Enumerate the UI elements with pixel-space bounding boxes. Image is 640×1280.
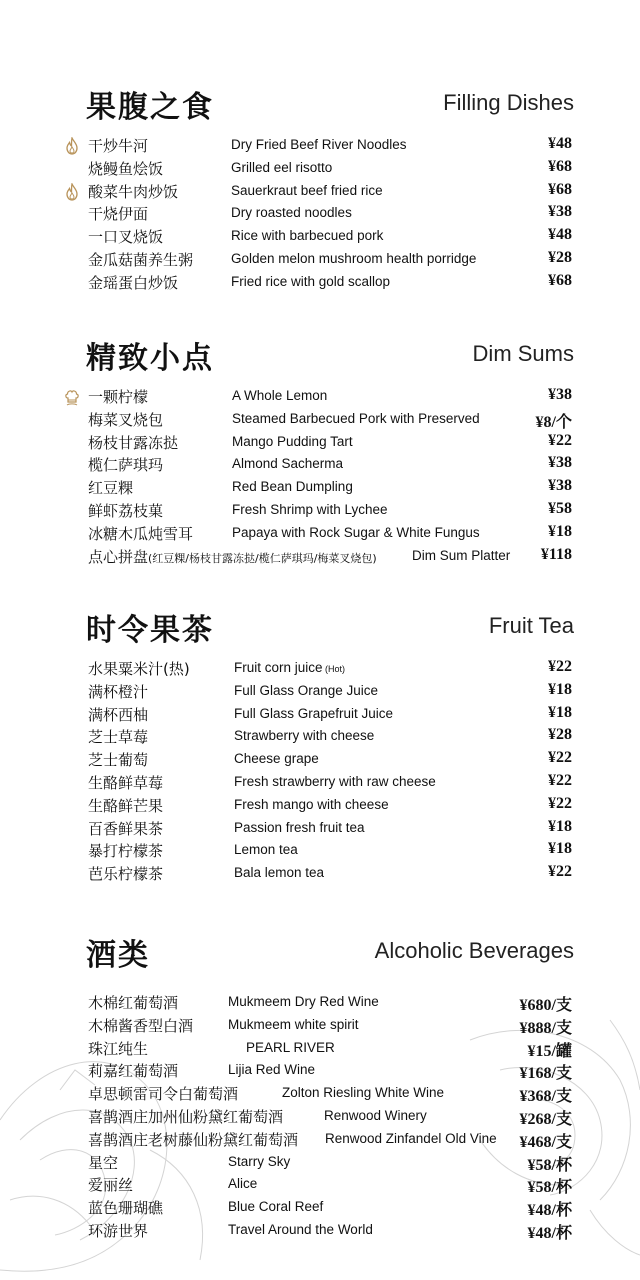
fire-icon: [64, 183, 80, 201]
item-name-en: Blue Coral Reef: [228, 1199, 324, 1215]
item-price: ¥58/杯: [527, 1156, 572, 1174]
item-name-en: Fried rice with gold scallop: [231, 273, 391, 289]
item-name-en: Fresh strawberry with raw cheese: [234, 774, 436, 789]
menu-item-row: [0, 1106, 640, 1128]
item-name-cn: 酸菜牛肉炒饭: [88, 182, 179, 201]
item-price: ¥58: [548, 500, 572, 517]
item-price: ¥48: [548, 135, 572, 152]
item-name-cn: 星空: [88, 1153, 119, 1172]
section-title-en: Alcoholic Beverages: [374, 938, 574, 963]
item-price: ¥28: [548, 249, 572, 266]
section-title-cn: 酒类: [86, 938, 150, 973]
item-name-en: Grilled eel risotto: [231, 159, 333, 175]
item-name-cn: 生酪鲜芒果: [88, 796, 164, 815]
item-name-cn: 莉嘉红葡萄酒: [88, 1062, 179, 1081]
item-name-cn: 梅菜叉烧包: [88, 410, 164, 429]
menu-item-row: [0, 546, 640, 568]
item-name-cn: 木棉酱香型白酒: [88, 1016, 194, 1035]
item-price: ¥68: [548, 180, 572, 198]
item-name-en: Fresh Shrimp with Lychee: [232, 502, 388, 517]
item-name-cn: 珠江纯生: [88, 1039, 149, 1058]
item-name-cn: 百香鲜果茶: [88, 819, 164, 838]
item-name-cn: 芝士草莓: [88, 728, 149, 747]
menu-item-row: [0, 863, 640, 885]
menu-item-row: [0, 1083, 640, 1105]
item-name-cn: 一颗柠檬: [88, 388, 149, 406]
menu-item-row: [0, 523, 640, 545]
item-name-cn: 鲜虾荔枝菓: [88, 502, 164, 520]
item-name-en: Bala lemon tea: [234, 865, 325, 881]
item-price: ¥22: [548, 431, 572, 449]
item-name-cn: 暴打柠檬茶: [88, 842, 164, 861]
item-price: ¥268/支: [519, 1111, 572, 1128]
item-name-cn: 蓝色珊瑚礁: [88, 1199, 164, 1218]
menu-item-row: [0, 1220, 640, 1242]
item-price: ¥118: [540, 545, 572, 563]
item-name-cn: 芭乐柠檬茶: [88, 865, 164, 884]
menu-item-row: [0, 795, 640, 817]
item-price: ¥58/杯: [527, 1179, 572, 1197]
item-name-en: Steamed Barbecued Pork with Preserved: [232, 410, 480, 426]
menu-item-row: [0, 1129, 640, 1151]
item-name-en: Passion fresh fruit tea: [234, 819, 365, 835]
menu-item-row: [0, 181, 640, 203]
item-name-cn: 满杯西柚: [88, 705, 149, 724]
menu-item-row: [0, 432, 640, 454]
item-name-cn: 一口叉烧饭: [88, 228, 164, 247]
menu-item-row: [0, 477, 640, 499]
menu-item-row: [0, 840, 640, 862]
item-price: ¥18: [548, 817, 572, 835]
menu-item-row: [0, 454, 640, 476]
item-name-en: Full Glass Orange Juice: [234, 682, 379, 698]
item-price: ¥22: [548, 772, 572, 789]
menu-item-row: [0, 203, 640, 225]
menu-item-row: [0, 772, 640, 794]
item-price: ¥18: [548, 840, 572, 858]
item-name-en: Starry Sky: [228, 1153, 291, 1169]
section-title-cn: 时令果茶: [86, 613, 214, 648]
menu-item-row: [0, 158, 640, 180]
section-title-en: Dim Sums: [472, 341, 574, 366]
item-name-en: Alice: [228, 1176, 258, 1192]
item-name-cn: 点心拼盘(红豆粿/杨枝甘露冻挞/榄仁萨琪玛/梅菜叉烧包): [88, 547, 377, 566]
item-price: ¥18: [548, 522, 572, 540]
item-name-en: Full Glass Grapefruit Juice: [234, 705, 394, 721]
item-price: ¥888/支: [519, 1019, 572, 1037]
item-price: ¥38: [548, 477, 572, 495]
menu-item-row: [0, 726, 640, 748]
menu-item-row: [0, 681, 640, 703]
item-price: ¥22: [548, 794, 572, 812]
item-price: ¥680/支: [519, 997, 572, 1014]
item-name-en: Almond Sacherma: [232, 456, 344, 472]
menu-item-row: [0, 500, 640, 522]
item-name-cn: 干烧伊面: [88, 205, 149, 224]
item-note-cn: (红豆粿/杨枝甘露冻挞/榄仁萨琪玛/梅菜叉烧包): [148, 551, 377, 565]
item-name-en: Sauerkraut beef fried rice: [231, 182, 383, 198]
section-title-en: Fruit Tea: [488, 613, 574, 638]
item-name-cn: 榄仁萨琪玛: [88, 456, 164, 475]
item-name-cn: 喜鹊酒庄加州仙粉黛红葡萄酒: [88, 1108, 284, 1126]
item-name-cn: 卓思顿雷司令白葡萄酒: [88, 1085, 239, 1104]
item-name-cn: 杨枝甘露冻挞: [88, 433, 179, 452]
item-price: ¥15/罐: [527, 1042, 572, 1060]
item-name-en: Renwood Winery: [324, 1108, 427, 1123]
item-name-en: Fresh mango with cheese: [234, 796, 389, 812]
menu-item-row: [0, 1038, 640, 1060]
item-name-en: Mukmeem white spirit: [228, 1016, 359, 1032]
section-header: [0, 930, 640, 973]
menu-item-row: [0, 135, 640, 157]
item-name-en: Red Bean Dumpling: [232, 479, 353, 495]
item-price: ¥22: [548, 749, 572, 767]
item-name-en: Mukmeem Dry Red Wine: [228, 994, 379, 1009]
item-name-cn: 烧鳗鱼烩饭: [88, 159, 164, 178]
menu-item-row: [0, 1015, 640, 1037]
item-note-en: (Hot): [322, 664, 346, 674]
menu-item-row: [0, 386, 640, 408]
item-price: ¥18: [548, 680, 572, 698]
item-price: ¥28: [548, 726, 572, 744]
item-price: ¥38: [548, 454, 572, 472]
menu-item-row: [0, 409, 640, 431]
menu-item-row: [0, 992, 640, 1014]
menu-item-row: [0, 1174, 640, 1196]
menu-item-row: [0, 272, 640, 294]
section-header: [0, 333, 640, 376]
item-name-cn: 满杯橙汁: [88, 682, 149, 701]
menu-item-row: [0, 1197, 640, 1219]
item-price: ¥38: [548, 386, 572, 403]
item-price: ¥68: [548, 271, 572, 289]
item-name-en: Lemon tea: [234, 842, 298, 858]
item-price: ¥468/支: [519, 1133, 572, 1151]
item-price: ¥22: [548, 863, 572, 881]
section-title-cn: 精致小点: [86, 341, 214, 376]
item-name-cn: 生酪鲜草莓: [88, 774, 164, 792]
item-name-en: Lijia Red Wine: [228, 1062, 316, 1078]
item-name-en: Strawberry with cheese: [234, 728, 375, 744]
item-name-en: Dry roasted noodles: [231, 205, 352, 221]
item-name-en: Renwood Zinfandel Old Vine: [325, 1130, 497, 1146]
item-name-cn: 喜鹊酒庄老树藤仙粉黛红葡萄酒: [88, 1130, 299, 1149]
section-header: [0, 82, 640, 125]
menu-item-row: [0, 226, 640, 248]
menu-item-row: [0, 249, 640, 271]
item-name-en: Mango Pudding Tart: [232, 433, 353, 449]
section-title-cn: 果腹之食: [86, 90, 214, 125]
item-name-en: PEARL RIVER: [246, 1039, 335, 1055]
item-price: ¥18: [548, 703, 572, 721]
item-name-cn: 金瓜菇菌养生粥: [88, 251, 194, 269]
item-name-en: Travel Around the World: [228, 1222, 373, 1237]
item-price: ¥48: [548, 226, 572, 244]
item-name-en: Cheese grape: [234, 751, 319, 767]
item-name-en: Fruit corn juice (Hot): [234, 660, 346, 675]
item-name-cn: 红豆粿: [88, 479, 134, 498]
item-name-cn: 水果粟米汁(热): [88, 660, 190, 678]
item-price: ¥168/支: [519, 1065, 572, 1083]
item-name-en: Zolton Riesling White Wine: [282, 1085, 445, 1101]
item-name-cn: 环游世界: [88, 1222, 149, 1240]
item-price: ¥48/杯: [527, 1225, 572, 1242]
item-price: ¥368/支: [519, 1088, 572, 1106]
menu-item-row: [0, 704, 640, 726]
item-name-cn: 芝士葡萄: [88, 751, 149, 770]
section-title-en: Filling Dishes: [443, 90, 574, 115]
item-price: ¥48/杯: [527, 1202, 572, 1220]
item-price: ¥68: [548, 157, 572, 175]
item-name-en: Papaya with Rock Sugar & White Fungus: [232, 524, 480, 540]
item-name-en: Dim Sum Platter: [412, 547, 511, 563]
menu-item-row: [0, 818, 640, 840]
item-price: ¥38: [548, 203, 572, 221]
item-name-cn: 冰糖木瓜炖雪耳: [88, 524, 194, 543]
item-name-en: A Whole Lemon: [232, 388, 328, 403]
item-name-en: Dry Fried Beef River Noodles: [231, 137, 407, 152]
chef-icon: [64, 388, 80, 406]
menu-item-row: [0, 658, 640, 680]
item-name-cn: 木棉红葡萄酒: [88, 994, 179, 1012]
item-price: ¥8/个: [535, 413, 572, 431]
item-name-en: Rice with barbecued pork: [231, 228, 384, 244]
section-header: [0, 605, 640, 648]
menu-item-row: [0, 1152, 640, 1174]
item-name-cn: 干炒牛河: [88, 137, 149, 155]
item-name-cn: 金瑶蛋白炒饭: [88, 273, 179, 292]
fire-icon: [64, 137, 80, 155]
menu-item-row: [0, 749, 640, 771]
item-name-cn: 爱丽丝: [88, 1176, 134, 1195]
menu-item-row: [0, 1060, 640, 1082]
item-price: ¥22: [548, 658, 572, 675]
item-name-en: Golden melon mushroom health porridge: [231, 251, 477, 266]
